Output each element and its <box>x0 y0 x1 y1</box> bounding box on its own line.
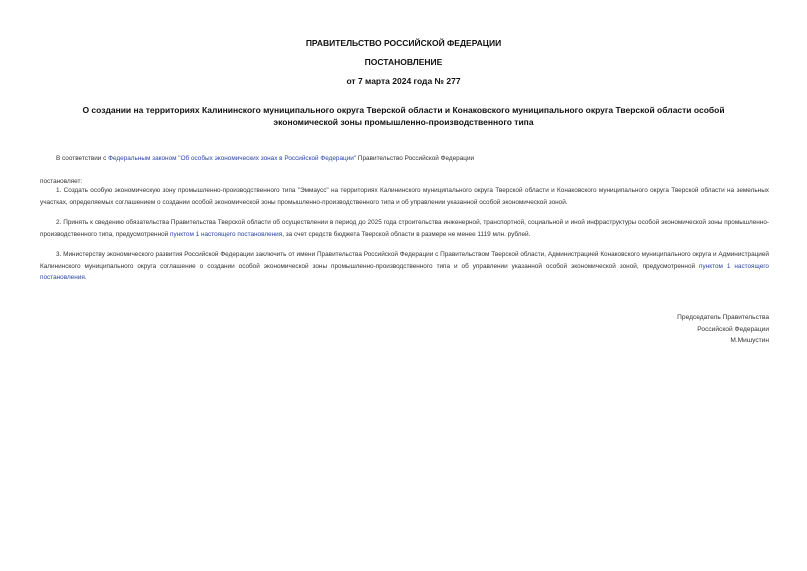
postanovlyaet-text: постановляет: <box>40 178 83 185</box>
intro-suffix: Правительство Российской Федерации <box>356 155 475 162</box>
intro-paragraph <box>40 153 769 165</box>
item-3-paragraph <box>40 249 769 284</box>
item-1-paragraph: 1. Создать особую экономическую зону промышленно-производственного типа "Эммаусс" на территориях Калининского муниципального округа Тверской области и Конаковского муниципального округа Тверской области на земельных участках, определяемых соглашением о создании особой экономической зоны промышленно-производственного типа и об управлении указанной особой экономической зоной. <box>40 187 769 206</box>
signature-name: М.Мишустин <box>730 337 769 344</box>
item-3-text-before: 3. Министерству экономического развития Российской Федерации заключить от имени Правительства Российской Федерации с Правительством Тверской области, Администрацией Конаковского муниципального округа и Администрацией Калининского муниципального округа соглашение о создании особой экономической зоны промышленно-производственного типа и об управлении указанной особой экономической зоной, предусмотренной <box>40 251 769 270</box>
document-title: О создании на территориях Калининского муниципального округа Тверской области и Конаковского муниципального округа Тверской области особой экономической зоны промышленно-производственного типа <box>82 105 725 127</box>
item-3-point-1-link[interactable]: пунктом 1 настоящего постановления <box>40 262 769 282</box>
signature-position-line2: Российской Федерации <box>697 325 769 333</box>
document-date-number: от 7 марта 2024 года № 277 <box>346 76 461 86</box>
item-2-text-after: , за счет средств бюджета Тверской области в размере не менее 1119 млн. рублей. <box>282 230 531 238</box>
government-heading: ПРАВИТЕЛЬСТВО РОССИЙСКОЙ ФЕДЕРАЦИИ <box>305 38 502 48</box>
item-2-text-before: 2. Принять к сведению обязательства Правительства Тверской области об осуществлении в период до 2025 года строительства инженерной, транспортной, социальной и иной инфраструктуры особой экономической зоны промышленно-производственного типа, предусмотренной <box>40 219 769 238</box>
federal-law-link[interactable]: Федеральным законом "Об особых экономических зонах в Российской Федерации" <box>108 155 357 162</box>
signature-block <box>569 312 769 347</box>
item-2-point-1-link[interactable]: пунктом 1 настоящего постановления <box>170 230 283 238</box>
document-kind-heading: ПОСТАНОВЛЕНИЕ <box>364 57 443 67</box>
item-3-text-after: . <box>84 274 87 282</box>
item-2-paragraph <box>40 217 769 240</box>
intro-prefix: В соответствии с <box>56 155 109 162</box>
signature-position-line1: Председатель Правительства <box>677 314 769 321</box>
